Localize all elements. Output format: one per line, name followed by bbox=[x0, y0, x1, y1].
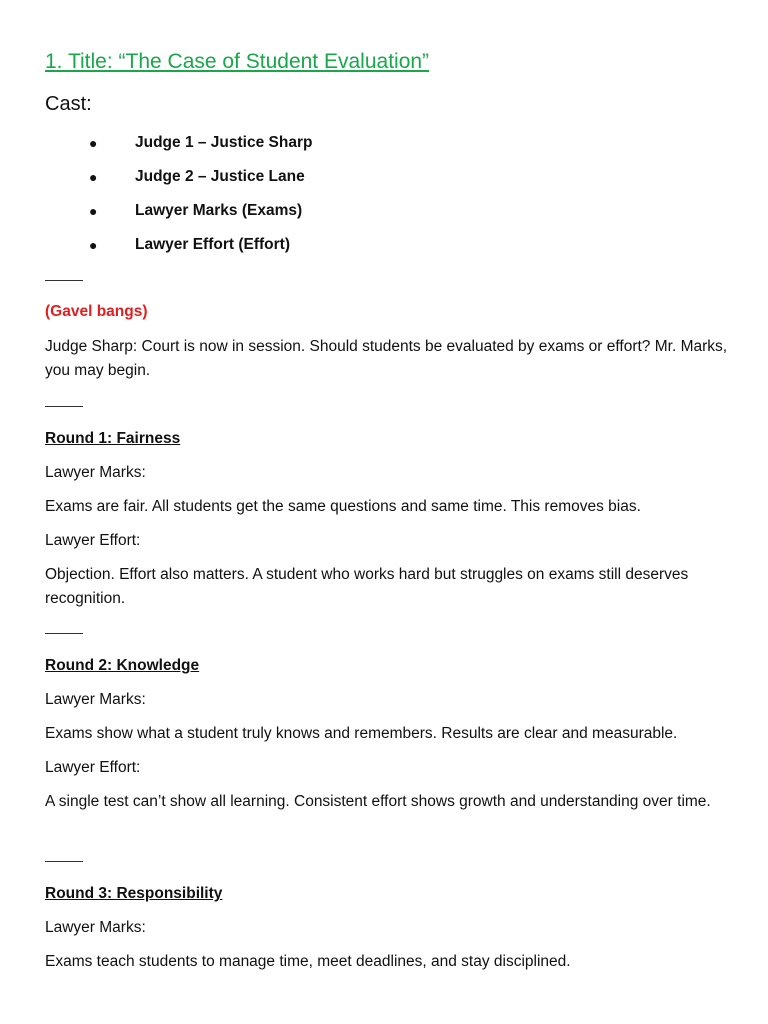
round-heading: Round 2: Knowledge bbox=[45, 657, 200, 674]
speaker-label: Lawyer Marks: bbox=[45, 464, 146, 481]
section-divider bbox=[45, 406, 83, 407]
bullet-icon: ● bbox=[89, 135, 98, 151]
speech-text: Exams teach students to manage time, meet deadlines, and stay disciplined. bbox=[45, 953, 571, 970]
speaker-label: Lawyer Marks: bbox=[45, 919, 146, 936]
opening-statement: Judge Sharp: Court is now in session. Should students be evaluated by exams or effort? Mr. Marks, you may begin. bbox=[45, 338, 728, 379]
speech-text: Objection. Effort also matters. A student who works hard but struggles on exams still deserves recognition. bbox=[45, 566, 689, 607]
speech-text: Exams show what a student truly knows and remembers. Results are clear and measurable. bbox=[45, 725, 678, 742]
round-heading: Round 1: Fairness bbox=[45, 430, 181, 447]
bullet-icon: ● bbox=[89, 169, 98, 185]
round-heading: Round 3: Responsibility bbox=[45, 885, 223, 902]
speech-text: Exams are fair. All students get the same questions and same time. This removes bias. bbox=[45, 498, 641, 515]
stage-direction: (Gavel bangs) bbox=[45, 303, 148, 320]
cast-item-label: Lawyer Effort (Effort) bbox=[135, 236, 290, 253]
cast-label: Cast: bbox=[45, 93, 92, 115]
section-divider bbox=[45, 861, 83, 862]
bullet-icon: ● bbox=[89, 203, 98, 219]
document-title: 1. Title: “The Case of Student Evaluation” bbox=[45, 50, 430, 73]
section-divider bbox=[45, 280, 83, 281]
cast-item-label: Judge 1 – Justice Sharp bbox=[135, 134, 313, 151]
bullet-icon: ● bbox=[89, 237, 98, 253]
cast-item-label: Judge 2 – Justice Lane bbox=[135, 168, 305, 185]
cast-item-label: Lawyer Marks (Exams) bbox=[135, 202, 303, 219]
speaker-label: Lawyer Effort: bbox=[45, 532, 141, 549]
speech-text: A single test can’t show all learning. Consistent effort shows growth and understanding over time. bbox=[45, 793, 711, 810]
speaker-label: Lawyer Marks: bbox=[45, 691, 146, 708]
section-divider bbox=[45, 633, 83, 634]
speaker-label: Lawyer Effort: bbox=[45, 759, 141, 776]
